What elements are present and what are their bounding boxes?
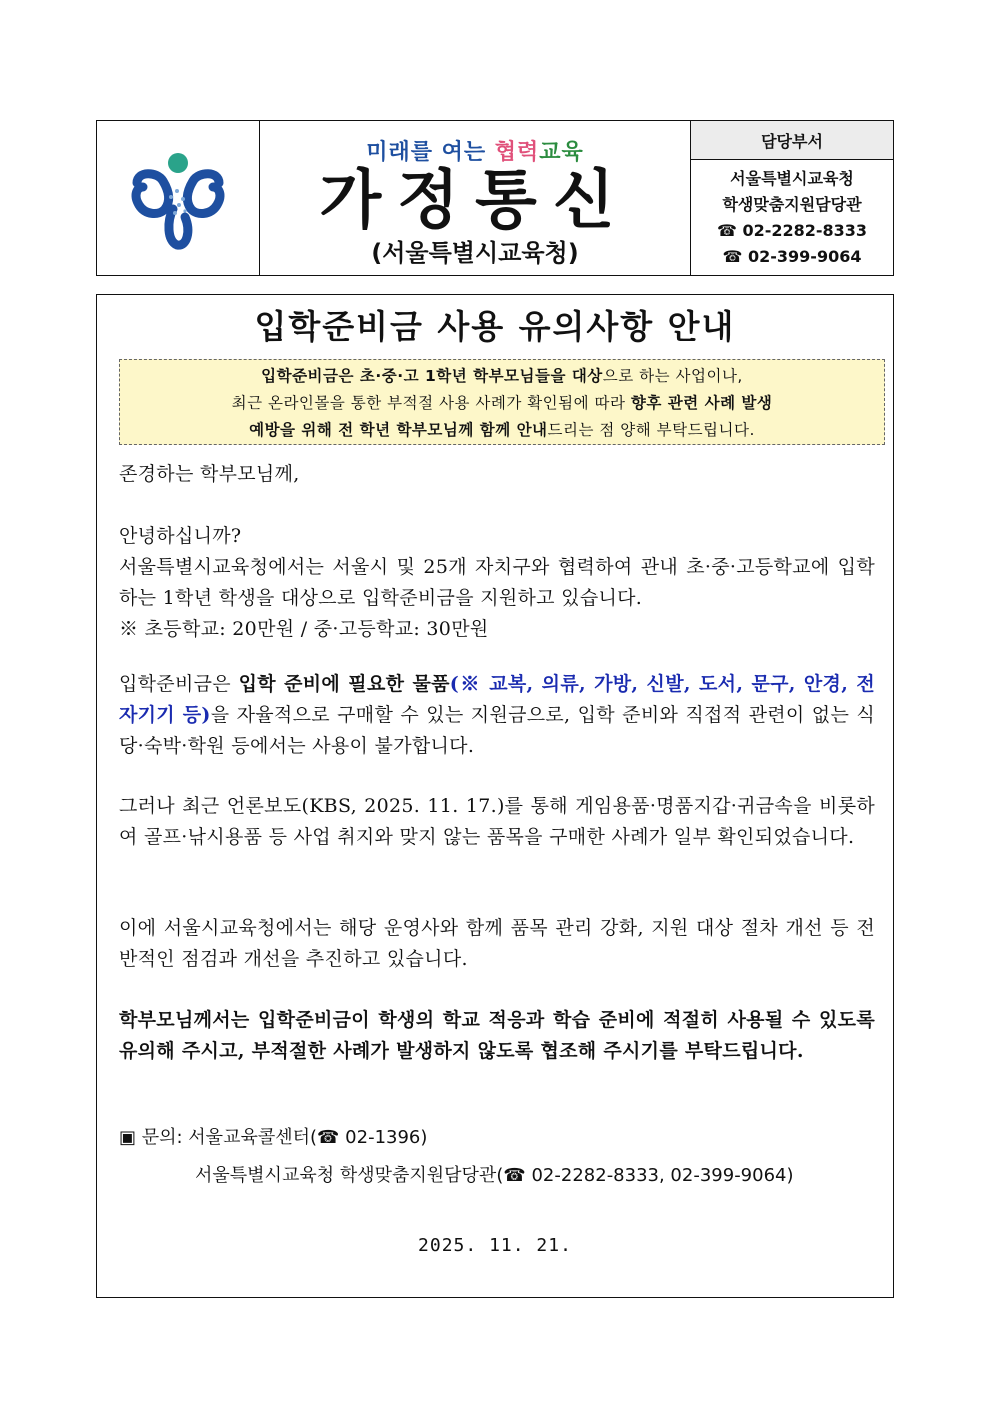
paragraph-usage — [119, 669, 875, 762]
department-cell — [691, 121, 893, 275]
letterhead — [96, 120, 894, 276]
notice-bold: 입학준비금은 초·중·고 1학년 학부모님들을 대상 — [261, 367, 603, 385]
letter-body — [96, 294, 894, 1298]
notice-line — [120, 363, 884, 390]
paragraph-cases: 그러나 최근 언론보도(KBS, 2025. 11. 17.)를 통해 게임용품·명품지갑·귀금속을 비롯하여 골프·낚시용품 등 사업 취지와 맞지 않는 품목을 구매한 사례가 일부 확인되었습니다. — [119, 795, 875, 848]
department-info — [691, 160, 893, 275]
department-office: 학생맞춤지원담당관 — [722, 194, 862, 214]
usage-bold: 입학 준비에 필요한 물품 — [238, 673, 450, 695]
notice-text: 드리는 점 양해 부탁드립니다. — [547, 421, 755, 439]
issue-date: 2025. 11. 21. — [418, 1235, 572, 1256]
department-phone: ☎ 02-2282-8333 — [716, 220, 868, 240]
seoul-education-logo-icon — [97, 121, 259, 274]
department-name: 서울특별시교육청 — [730, 168, 854, 188]
issuer-subtitle: (서울특별시교육청) — [371, 239, 579, 267]
amount-note: ※ 초등학교: 20만원 / 중·고등학교: 30만원 — [119, 618, 489, 640]
paragraph-request: 학부모님께서는 입학준비금이 학생의 학교 적응과 학습 준비에 적절히 사용될 수 있도록 유의해 주시고, 부적절한 사례가 발생하지 않도록 협조해 주시기를 부탁드립니다. — [119, 1009, 875, 1062]
usage-text: 입학준비금은 — [119, 673, 239, 695]
slogan-part: 미래를 여는 — [366, 140, 495, 165]
contact-call-center: ▣ 문의: 서울교육콜센터(☎ 02-1396) — [119, 1127, 428, 1148]
notice-line — [120, 417, 884, 444]
usage-items: (※ 교복, 의류, 가방, 신발, 도서, 문구, 안경, 전자기기 등) — [119, 673, 875, 726]
title-cell — [260, 121, 691, 275]
logo-cell — [97, 121, 260, 275]
paragraph-measures: 이에 서울시교육청에서는 해당 운영사와 함께 품목 관리 강화, 지원 대상 절차 개선 등 전반적인 점검과 개선을 추진하고 있습니다. — [119, 917, 875, 970]
hello-line: 안녕하십니까? — [119, 525, 242, 547]
paragraph-intro — [119, 521, 875, 645]
intro-text: 서울특별시교육청에서는 서울시 및 25개 자치구와 협력하여 관내 초·중·고등학교에 입학하는 1학년 학생을 대상으로 입학준비금을 지원하고 있습니다. — [119, 556, 875, 609]
slogan — [260, 135, 690, 166]
notice-bold: 예방을 위해 전 학년 학부모님께 함께 안내 — [249, 421, 548, 439]
usage-text: 을 자율적으로 구매할 수 있는 지원금으로, 입학 준비와 직접적 관련이 없는 식당·숙박·학원 등에서는 사용이 불가합니다. — [119, 704, 875, 757]
notice-line — [120, 390, 884, 417]
slogan-part: 협력 — [494, 140, 540, 165]
notice-bold: 향후 관련 사례 발생 — [630, 394, 773, 412]
department-phone: ☎ 02-399-9064 — [722, 246, 862, 266]
slogan-part: 교육 — [539, 140, 584, 165]
notice-box — [119, 359, 885, 445]
contact-office: 서울특별시교육청 학생맞춤지원담당관(☎ 02-2282-8333, 02-399-9064) — [195, 1165, 794, 1186]
notice-text: 으로 하는 사업이나, — [602, 367, 743, 385]
department-label: 담당부서 — [691, 121, 893, 160]
notice-text: 최근 온라인몰을 통한 부적절 사용 사례가 확인됨에 따라 — [231, 394, 631, 412]
newsletter-title: 가정통신 — [319, 164, 631, 238]
greeting: 존경하는 학부모님께, — [119, 463, 300, 485]
document-title: 입학준비금 사용 유의사항 안내 — [254, 307, 736, 346]
